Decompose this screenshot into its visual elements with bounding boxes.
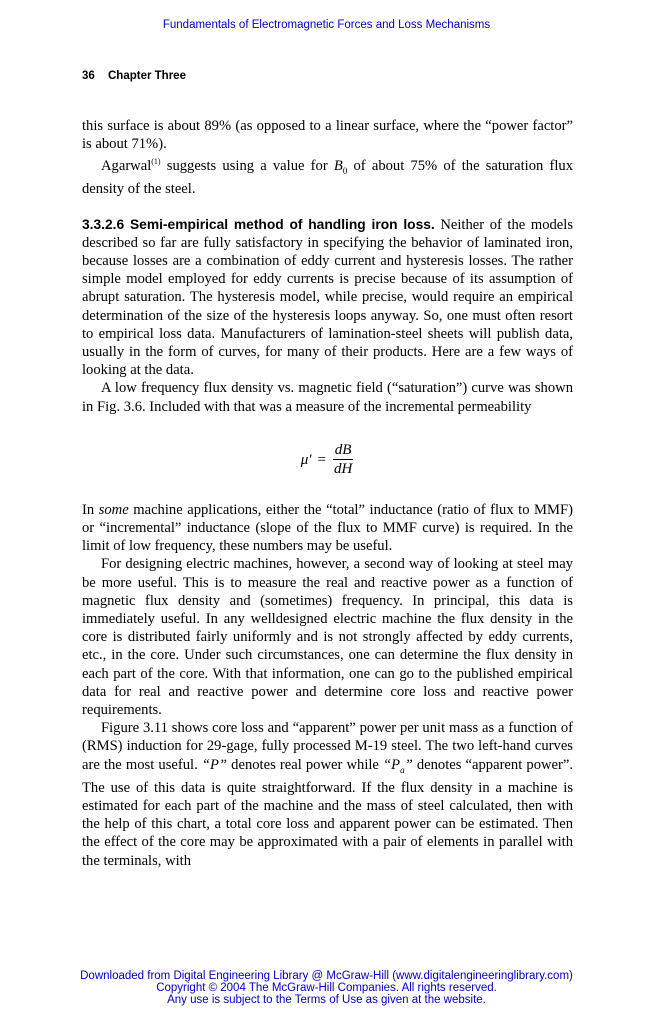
running-header [82,70,186,82]
section-paragraph [82,216,573,380]
symbol-b: B [333,158,343,175]
permeability-equation [82,442,573,479]
text-run: In [82,501,99,518]
paragraph-designing-machines: For designing electric machines, however, a second way of looking at steel may be more useful. This is to measure the real and reactive power as a function of magnetic flux density and (sometimes) frequency. In principal, this data is immediately useful. In any welldesigned electric machine the flux density in the core is distributed fairly uniformly and is not strongly affected by eddy currents, etc., in the core. Under such circumstances, one can determine the flux density in each part of the core. With that information, one can go to the published empirical data for real and reactive power and determine core loss and reactive power requirements. [82,556,573,719]
paragraph-continuation: this surface is about 89% (as opposed to a linear surface, where the “power factor” is about 71%). [82,118,573,153]
reference-marker[interactable]: (1) [151,157,161,167]
chapter-title: Chapter Three [108,70,186,82]
text-run: of about 75% of the saturation flux density of the steel. [82,158,573,198]
page-body [82,117,573,870]
text-run: denotes real power while [227,756,384,773]
footer-notice [0,970,653,1006]
text-run: Agarwal [101,158,152,175]
equation-numerator: dB [334,441,352,458]
paragraph-inductance [82,501,573,556]
emphasis-some: some [98,501,129,518]
paragraph-saturation-curve: A low frequency flux density vs. magnetic field (“saturation”) curve was shown in Fig. 3.6. Included with that was a measure of the incremental permeability [82,380,573,415]
equation-denominator: dH [333,460,353,477]
label-pa: “$P_a$” [383,756,413,775]
subscript-zero: 0 [342,166,348,177]
page-number: 36 [82,70,95,82]
text-run: denotes “apparent power”. The use of this data is quite straightforward. If the flux density in a machine is estimated for each part of the machine and the mass of steel calculated, then with the help of this chart, a total core loss and apparent power can be estimated. Then the effect of the core may be approximated with a pair of elements in parallel with the terminals, with [82,756,573,869]
text-run: suggests using a value for [160,158,334,175]
paragraph-figure-3-11 [82,719,573,870]
equation-lhs: μ′ [300,452,312,469]
equation-equals: = [317,452,326,469]
text-run: Figure 3.11 shows core loss and “apparent” power per unit mass as a function of (RMS) induction for 29-gage, fully processed M-19 steel. The two left-hand curves are the most useful. [82,720,573,773]
paragraph-agarwal [82,153,573,198]
equation-fraction [332,442,354,479]
book-title-banner: Fundamentals of Electromagnetic Forces and Loss Mechanisms [162,19,491,31]
section-text: Neither of the models described so far are fully satisfactory in specifying the behavior of laminated iron, because losses are a combination of eddy current and hysteresis losses. The rather simple model employed for eddy currents is precise because of its assumption of abrupt saturation. The hysteresis model, while precise, would require an empirical determination of the size of the hysteresis loops anyway. So, one must often resort to empirical loss data. Manufacturers of lamination-steel sheets will publish data, usually in the form of curves, for many of their products. Here are a few ways of looking at the data. [82,216,573,379]
footer-download-link[interactable]: Downloaded from Digital Engineering Library @ McGraw-Hill (www.digitalengineeringlibrary.com) [80,970,573,982]
text-run: machine applications, either the “total” inductance (ratio of flux to MMF) or “incremental” inductance (slope of the flux to MMF curve) is required. In the limit of low frequency, these numbers may be useful. [82,501,573,555]
footer-terms[interactable]: Any use is subject to the Terms of Use as given at the website. [167,994,486,1006]
section-heading: 3.3.2.6 Semi-empirical method of handling iron loss. [82,216,435,232]
footer-copyright: Copyright © 2004 The McGraw-Hill Companies. All rights reserved. [156,982,497,994]
label-p: “P” [201,756,228,773]
